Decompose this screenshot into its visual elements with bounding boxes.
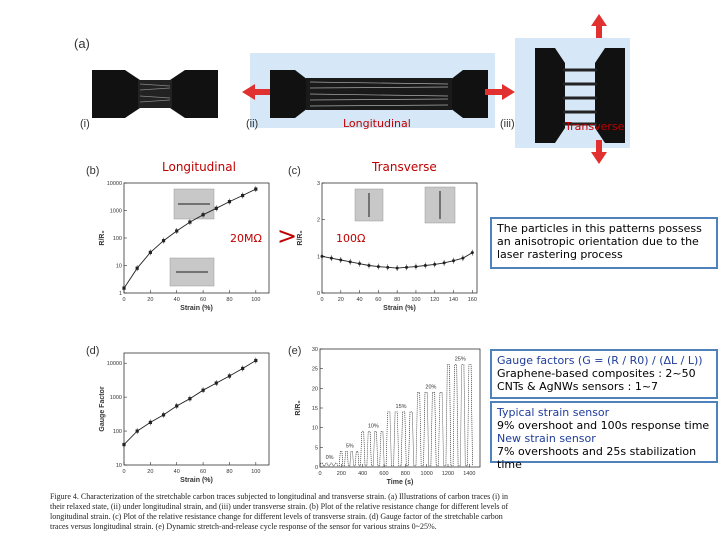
x-tick-label: 20 xyxy=(147,297,154,303)
chart-d xyxy=(86,345,276,490)
x-axis-label: Strain (%) xyxy=(383,305,416,312)
y-tick-label: 30 xyxy=(311,347,318,353)
strain-annotation: 10% xyxy=(367,423,379,430)
x-tick-label: 60 xyxy=(375,297,382,303)
x-tick-label: 40 xyxy=(173,297,180,303)
panel-a-illustration xyxy=(70,8,630,166)
strain-annotation: 20% xyxy=(425,384,437,391)
panel-a-label: (a) xyxy=(74,36,90,51)
y-axis-label: R/R₀ xyxy=(99,230,106,246)
panel-b-title: Longitudinal xyxy=(162,160,236,174)
sublabel-iii: (iii) xyxy=(500,118,515,130)
x-tick-label: 20 xyxy=(337,297,344,303)
x-axis-label: Strain (%) xyxy=(180,305,213,312)
x-axis-label: Strain (%) xyxy=(180,477,213,484)
x-tick-label: 40 xyxy=(356,297,363,303)
panel-b-label: (b) xyxy=(86,165,100,177)
orientation-note-text: The particles in this patterns possess an anisotropic orientation due to the laser rastering process xyxy=(497,222,702,261)
y-axis-label: R/R₀ xyxy=(297,230,304,246)
gauge-note xyxy=(490,349,718,399)
y-tick-label: 0 xyxy=(314,465,318,471)
y-tick-label: 1000 xyxy=(109,395,122,402)
x-tick-label: 100 xyxy=(411,297,421,303)
y-tick-label: 100 xyxy=(112,236,122,242)
x-axis-label: Time (s) xyxy=(386,479,414,486)
x-tick-label: 80 xyxy=(226,469,233,475)
y-tick-label: 1000 xyxy=(109,208,122,215)
gauge-note-title: Gauge factors (G = (R / R0) / (ΔL / L)) xyxy=(497,354,703,367)
figure-caption: Figure 4. Characterization of the stretchable carbon traces subjected to longitudinal and transverse strain. (a) Illustrations of carbon traces (i) in their relaxed state, (ii) under longitudinal strain, and (iii) under transverse strain. (b) Plot of the relative resistance change for different levels of longitudinal strain. (c) Plot of the relative resistance change for different levels of transverse strain. (d) Gauge factor of the stretchable carbon traces versus longitudinal strain. (e) Dynamic stretch-and-release cycle response of the sensor for various strains 0~25%. xyxy=(50,492,509,531)
x-tick-label: 0 xyxy=(318,471,322,477)
chart-e xyxy=(295,345,488,490)
panel-c-label: (c) xyxy=(288,165,301,177)
y-tick-label: 15 xyxy=(311,406,318,412)
gauge-note-line1: Graphene-based composites : 2~50 xyxy=(497,367,696,380)
typical-sensor-text: 9% overshoot and 100s response time xyxy=(497,419,710,432)
chart-b xyxy=(86,175,276,325)
x-tick-label: 1000 xyxy=(420,471,433,477)
x-tick-label: 100 xyxy=(251,469,261,475)
comparison-symbol: > xyxy=(277,222,298,250)
new-sensor-title: New strain sensor xyxy=(497,432,596,445)
strain-annotation: 0% xyxy=(325,455,334,462)
longitudinal-label-a: Longitudinal xyxy=(343,117,411,130)
y-tick-label: 20 xyxy=(311,386,318,393)
x-tick-label: 0 xyxy=(320,297,324,303)
panel-c-title: Transverse xyxy=(372,160,437,174)
sensor-note xyxy=(490,401,718,471)
chart-c xyxy=(297,175,485,325)
x-tick-label: 20 xyxy=(147,469,154,475)
orientation-note xyxy=(490,217,718,269)
x-tick-label: 1200 xyxy=(441,471,455,477)
x-tick-label: 600 xyxy=(379,471,389,477)
y-tick-label: 3 xyxy=(316,181,320,187)
y-tick-label: 25 xyxy=(311,366,318,373)
panel-b-resistance: 20MΩ xyxy=(230,232,262,245)
x-tick-label: 0 xyxy=(122,469,126,475)
strain-annotation: 5% xyxy=(345,443,354,450)
panel-e-label: (e) xyxy=(288,345,302,357)
y-tick-label: 10000 xyxy=(106,361,122,368)
typical-sensor-title: Typical strain sensor xyxy=(497,406,610,419)
transverse-label-a: Transverse xyxy=(565,120,625,133)
panel-c-resistance: 100Ω xyxy=(336,232,366,245)
x-tick-label: 200 xyxy=(336,471,346,477)
y-tick-label: 100 xyxy=(112,429,122,436)
y-tick-label: 10 xyxy=(115,263,122,270)
y-axis-label: R/R₀ xyxy=(295,400,302,416)
x-tick-label: 160 xyxy=(467,297,477,303)
x-tick-label: 800 xyxy=(400,471,410,477)
x-tick-label: 120 xyxy=(430,297,440,303)
panel-d-label: (d) xyxy=(86,345,100,357)
x-tick-label: 80 xyxy=(226,297,233,303)
series-line xyxy=(124,361,256,445)
y-tick-label: 2 xyxy=(316,217,320,224)
x-tick-label: 0 xyxy=(122,297,126,303)
sublabel-i: (i) xyxy=(80,118,90,130)
cycle-response-line xyxy=(320,365,473,466)
x-tick-label: 1400 xyxy=(463,471,476,477)
gauge-note-line2: CNTs & AgNWs sensors : 1~7 xyxy=(497,380,659,393)
y-tick-label: 10 xyxy=(115,463,122,469)
y-tick-label: 1 xyxy=(118,291,122,297)
x-tick-label: 60 xyxy=(200,469,207,475)
y-tick-label: 5 xyxy=(314,445,318,452)
strain-annotation: 15% xyxy=(395,403,407,410)
plot-frame xyxy=(124,353,269,465)
x-tick-label: 60 xyxy=(200,297,207,303)
x-tick-label: 140 xyxy=(448,297,459,303)
new-sensor-text: 7% overshoots and 25s stabilization time xyxy=(497,445,697,471)
x-tick-label: 400 xyxy=(358,471,368,477)
y-tick-label: 10000 xyxy=(106,181,122,187)
y-tick-label: 10 xyxy=(311,425,318,432)
arrow-up-iii xyxy=(591,14,607,38)
x-tick-label: 100 xyxy=(251,297,261,303)
x-tick-label: 80 xyxy=(394,297,401,303)
strain-annotation: 25% xyxy=(454,356,466,363)
y-tick-label: 0 xyxy=(316,291,320,297)
relaxed-trace xyxy=(92,70,218,118)
sublabel-ii: (ii) xyxy=(246,118,259,130)
x-tick-label: 40 xyxy=(173,469,180,475)
y-axis-label: Gauge Factor xyxy=(99,386,106,432)
y-tick-label: 1 xyxy=(316,254,320,261)
